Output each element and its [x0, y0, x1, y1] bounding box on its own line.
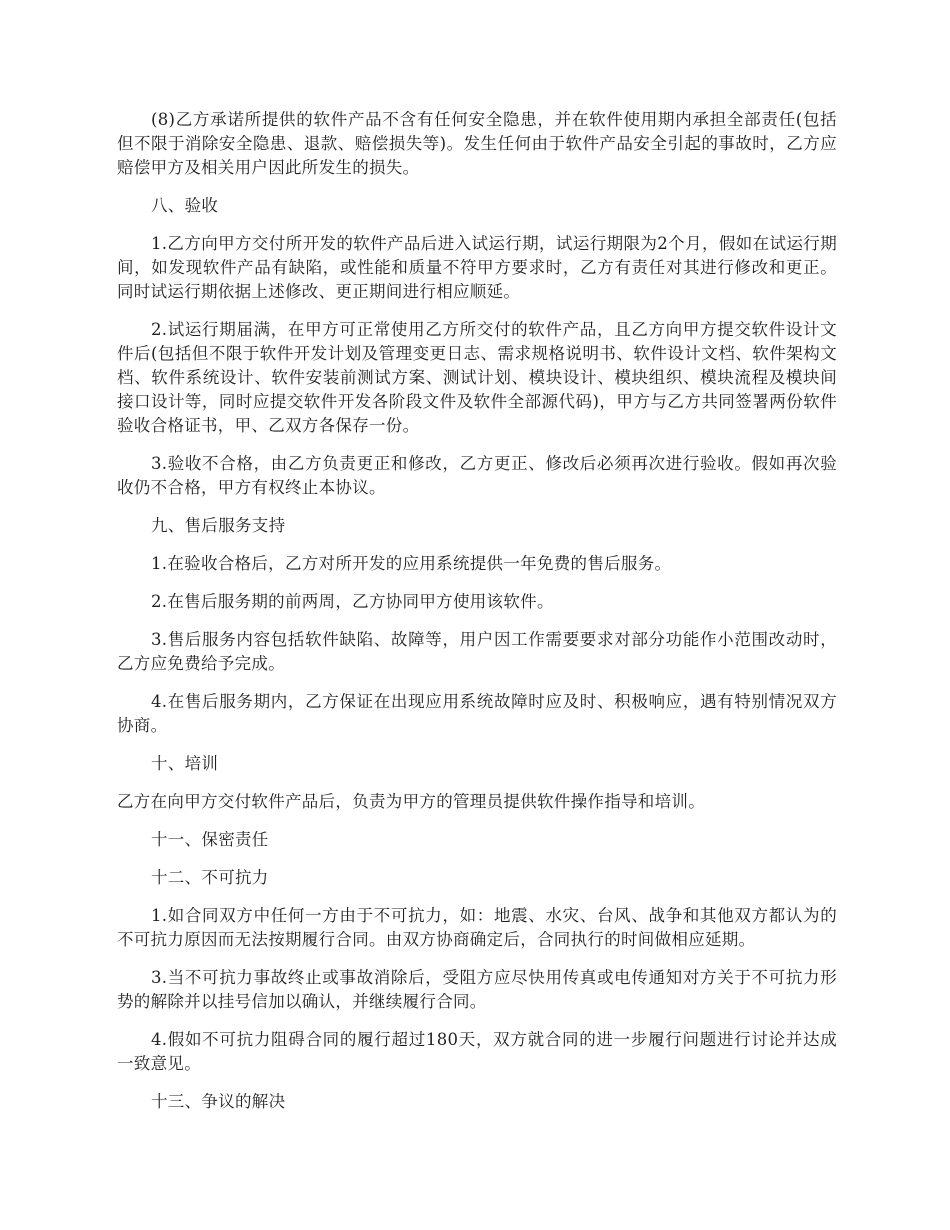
acceptance-item-1: 1.乙方向甲方交付所开发的软件产品后进入试运行期，试运行期限为2个月，假如在试运行期间，如发现软件产品有缺陷，或性能和质量不符甲方要求时，乙方有责任对其进行修改和更正。同时试运行期依据上述修改、更正期间进行相应顺延。: [117, 234, 837, 301]
after-sales-item-4: 4.在售后服务期内，乙方保证在出现应用系统故障时应及时、积极响应，遇有特别情况双方协商。: [117, 692, 837, 735]
training-paragraph: 乙方在向甲方交付软件产品后，负责为甲方的管理员提供软件操作指导和培训。: [117, 792, 705, 811]
document-page: [117, 108, 837, 1128]
section-heading-force-majeure: 十二、不可抗力: [151, 868, 269, 887]
force-majeure-item-4: 4.假如不可抗力阻碍合同的履行超过180天，双方就合同的进一步履行问题进行讨论并达成一致意见。: [117, 1030, 837, 1073]
section-heading-acceptance: 八、验收: [151, 196, 219, 215]
section-heading-after-sales: 九、售后服务支持: [151, 516, 286, 535]
after-sales-item-1: 1.在验收合格后，乙方对所开发的应用系统提供一年免费的售后服务。: [151, 554, 672, 573]
section-heading-dispute-resolution: 十三、争议的解决: [151, 1092, 286, 1111]
section-heading-confidentiality: 十一、保密责任: [151, 830, 269, 849]
force-majeure-item-3: 3.当不可抗力事故终止或事故消除后，受阻方应尽快用传真或电传通知对方关于不可抗力形势的解除并以挂号信加以确认，并继续履行合同。: [117, 968, 837, 1011]
force-majeure-item-1: 1.如合同双方中任何一方由于不可抗力，如：地震、水灾、台风、战争和其他双方都认为的不可抗力原因而无法按期履行合同。由双方协商确定后，合同执行的时间做相应延期。: [117, 906, 837, 949]
acceptance-item-2: 2.试运行期届满，在甲方可正常使用乙方所交付的软件产品，且乙方向甲方提交软件设计文件后(包括但不限于软件开发计划及管理变更日志、需求规格说明书、软件设计文档、软件架构文档、软件系统设计、软件安装前测试方案、测试计划、模块设计、模块组织、模块流程及模块间接口设计等，同时应提交软件开发各阶段文件及软件全部源代码)，甲方与乙方共同签署两份软件验收合格证书，甲、乙双方各保存一份。: [117, 320, 837, 435]
clause-8-security-paragraph: (8)乙方承诺所提供的软件产品不含有任何安全隐患，并在软件使用期内承担全部责任(包括但不限于消除安全隐患、退款、赔偿损失等)。发生任何由于软件产品安全引起的事故时，乙方应赔偿甲方及相关用户因此所发生的损失。: [117, 110, 837, 177]
acceptance-item-3: 3.验收不合格，由乙方负责更正和修改，乙方更正、修改后必须再次进行验收。假如再次验收仍不合格，甲方有权终止本协议。: [117, 454, 837, 497]
after-sales-item-2: 2.在售后服务期的前两周，乙方协同甲方使用该软件。: [151, 592, 554, 611]
after-sales-item-3: 3.售后服务内容包括软件缺陷、故障等，用户因工作需要要求对部分功能作小范围改动时，乙方应免费给予完成。: [117, 630, 837, 673]
section-heading-training: 十、培训: [151, 754, 219, 773]
